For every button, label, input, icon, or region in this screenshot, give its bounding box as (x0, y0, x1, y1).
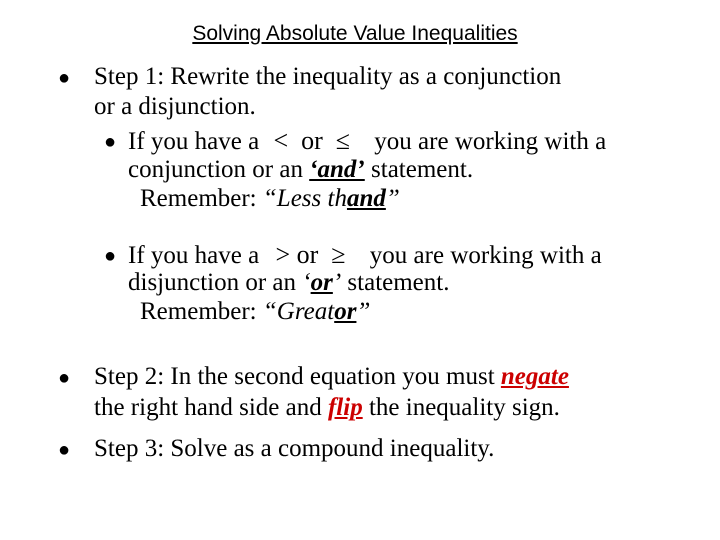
sub2-remember-label: Remember: (140, 298, 263, 325)
sub1-remember-key: and (346, 185, 386, 212)
sub2-quote-close: ’ (332, 269, 342, 296)
sub2-prefix: If you have a (128, 242, 260, 269)
sub2-symbols: > or ≥ (275, 240, 346, 269)
bullet-step3: ● (58, 439, 71, 461)
sub2-quote-open: ‘ (302, 269, 311, 296)
sub1-line2-text: conjunction or an (128, 156, 310, 183)
sub1-remember-post: ” (385, 185, 400, 212)
bullet-sub2: ● (104, 245, 117, 267)
step2-line2-end: the inequality sign. (362, 394, 560, 421)
sub1-symbols: < or ≤ (273, 126, 351, 155)
sub1-prefix: If you have a (128, 128, 260, 155)
sub2-remember-pre: “Great (262, 298, 335, 325)
bullet-step2: ● (58, 367, 71, 389)
step2-flip-keyword: flip (327, 394, 363, 421)
sub1-suffix: you are working with a (374, 128, 607, 155)
sub2-suffix: you are working with a (369, 242, 602, 269)
sub2-or-keyword: or (310, 269, 333, 296)
bullet-sub1: ● (104, 131, 117, 153)
sub1-remember-label: Remember: (140, 185, 263, 212)
bullet-step1: ● (58, 67, 71, 89)
step2-line2-text: the right hand side and (94, 394, 328, 421)
sub1-and-keyword: ‘and’ (309, 156, 365, 183)
sub2-remember-key: or (334, 298, 357, 325)
sub1-remember (140, 184, 400, 214)
sub1-line2 (128, 155, 473, 185)
step2-line1-text: Step 2: In the second equation you must (94, 363, 501, 390)
step1-line2: or a disjunction. (94, 93, 256, 120)
step3-line1: Step 3: Solve as a compound inequality. (94, 435, 495, 462)
sub2-remember-post: ” (356, 298, 371, 325)
step2-negate-keyword: negate (500, 363, 569, 390)
sub1-line1 (128, 126, 606, 157)
step2-line2 (94, 393, 560, 423)
sub2-line2 (128, 268, 449, 298)
sub2-line2-end: statement. (341, 269, 450, 296)
sub2-remember (140, 297, 370, 327)
sub1-line2-end: statement. (364, 156, 474, 183)
sub2-line1 (128, 240, 602, 271)
sub1-remember-pre: “Less th (262, 185, 347, 212)
step2-line1 (94, 362, 569, 392)
slide-title: Solving Absolute Value Inequalities (192, 22, 518, 45)
step1-line1: Step 1: Rewrite the inequality as a conjunction (94, 63, 562, 90)
sub2-line2-text: disjunction or an (128, 269, 303, 296)
